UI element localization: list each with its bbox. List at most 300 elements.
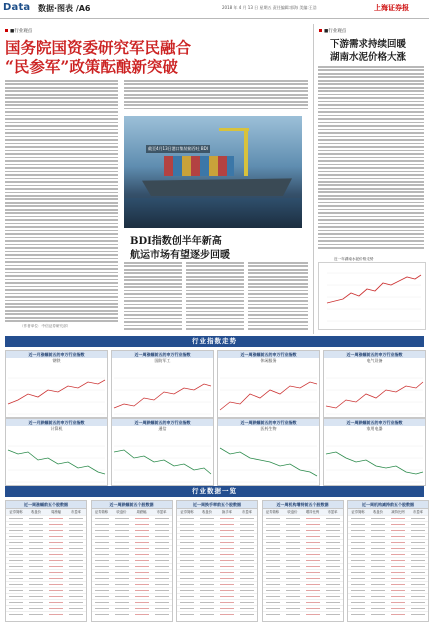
stock-table-cell	[180, 536, 194, 537]
photo-containers	[164, 156, 234, 176]
stock-table-cell	[29, 596, 43, 597]
stock-table-cell	[266, 608, 280, 609]
stock-table-cell	[266, 542, 280, 543]
stock-table-cell	[69, 548, 83, 549]
index-chart-heading: 近一周涨幅前五的申万行业指数	[324, 351, 425, 358]
stock-table-cell	[9, 572, 23, 573]
stock-table-header-row	[6, 509, 86, 515]
stock-table-cell	[351, 566, 365, 567]
stock-table-cell	[240, 548, 254, 549]
stock-table-cell	[266, 578, 280, 579]
index-chart-svg	[112, 364, 213, 416]
photo-caption: 截至4月13日港口集装箱吞吐 BDI	[148, 146, 208, 151]
stock-table-cell	[200, 602, 214, 603]
stock-table-cell	[95, 614, 109, 615]
stock-table-cell	[49, 542, 63, 543]
stock-table-cell	[95, 608, 109, 609]
photo-ship	[142, 174, 292, 196]
stock-table-cell	[220, 596, 234, 597]
index-chart-line	[114, 450, 211, 474]
stock-table	[262, 509, 344, 622]
stock-table-cell	[115, 554, 129, 555]
stock-table-cell	[49, 518, 63, 519]
stock-table-cell	[306, 572, 320, 573]
stock-table-cell	[220, 524, 234, 525]
stock-table-cell	[351, 554, 365, 555]
stock-table-cell	[49, 560, 63, 561]
stock-table-cell	[200, 530, 214, 531]
stock-table-cell	[220, 590, 234, 591]
stock-table	[176, 509, 258, 622]
stock-table-cell	[371, 530, 385, 531]
stock-table-column-header: 证券简称	[9, 510, 23, 514]
index-chart-heading: 近一周涨幅前五的申万行业指数	[218, 351, 319, 358]
stock-table-cell	[200, 584, 214, 585]
stock-table-cell	[29, 524, 43, 525]
index-chart-panel	[111, 350, 214, 418]
stock-table-cell	[9, 566, 23, 567]
stock-table-cell	[371, 578, 385, 579]
stock-table-header-row	[263, 509, 343, 515]
stock-table-cell	[200, 554, 214, 555]
stock-table-cell	[411, 536, 425, 537]
stock-table-cell	[180, 542, 194, 543]
index-chart-line	[8, 450, 105, 474]
stock-table-cell	[9, 584, 23, 585]
stock-table-cell	[95, 596, 109, 597]
stock-table-cell	[49, 554, 63, 555]
stock-table-cell	[391, 542, 405, 543]
stock-table-column-header: 收盘价	[373, 510, 383, 514]
stock-table-cell	[200, 608, 214, 609]
stock-table-cell	[9, 530, 23, 531]
stock-table-cell	[411, 554, 425, 555]
stock-table-cell	[180, 578, 194, 579]
stock-table-cell	[240, 542, 254, 543]
stock-table-cell	[200, 524, 214, 525]
stock-table-cell	[180, 590, 194, 591]
stock-table-cell	[391, 548, 405, 549]
stock-table-cell	[155, 542, 169, 543]
article3-headline-line1: 下游需求持续回暖	[330, 39, 407, 50]
stock-table-cell	[411, 602, 425, 603]
stock-table-cell	[49, 572, 63, 573]
tables-section-title: 行业数据一览	[192, 487, 237, 495]
stock-table-cell	[351, 578, 365, 579]
stock-table-cell	[69, 518, 83, 519]
stock-table-cell	[180, 560, 194, 561]
stock-table-cell	[220, 530, 234, 531]
stock-table-column-header: 周涨幅	[51, 510, 61, 514]
stock-table-column-header: 减持比例	[391, 510, 405, 514]
stock-table-cell	[240, 524, 254, 525]
stock-table-cell	[411, 596, 425, 597]
stock-table-cell	[306, 602, 320, 603]
stock-table-cell	[286, 542, 300, 543]
index-chart-line	[326, 382, 423, 408]
stock-table-cell	[115, 542, 129, 543]
stock-table-cell	[411, 548, 425, 549]
stock-table-cell	[266, 548, 280, 549]
stock-table-cell	[155, 530, 169, 531]
article2-headline-line2: 航运市场有望逐步回暖	[130, 250, 230, 261]
stock-table-cell	[371, 596, 385, 597]
stock-table-cell	[266, 584, 280, 585]
stock-table-cell	[69, 578, 83, 579]
stock-table-cell	[9, 608, 23, 609]
stock-table-cell	[180, 608, 194, 609]
stock-table-cell	[391, 536, 405, 537]
index-chart-name: 计算机	[50, 426, 63, 431]
stock-table-column-header: 市盈率	[327, 510, 338, 514]
index-chart-heading: 近一周跌幅前五的申万行业指数	[218, 419, 319, 426]
stock-table-cell	[135, 608, 149, 609]
stock-table-cell	[326, 584, 340, 585]
stock-table-column-header: 证券简称	[94, 510, 109, 514]
stock-table-cell	[326, 596, 340, 597]
stock-table-cell	[240, 530, 254, 531]
stock-table-cell	[49, 584, 63, 585]
stock-table-cell	[286, 578, 300, 579]
stock-table-cell	[306, 530, 320, 531]
cement-price-chart	[318, 262, 426, 330]
index-chart-panel	[111, 418, 214, 486]
stock-table-cell	[69, 554, 83, 555]
stock-table-cell	[391, 578, 405, 579]
stock-table-cell	[266, 560, 280, 561]
stock-table-cell	[286, 596, 300, 597]
issue-meta: 2018 年 4 月 13 日 星期五 责任编辑:郭海 美编:王浩	[222, 5, 317, 10]
stock-table-cell	[135, 584, 149, 585]
stock-table-cell	[351, 590, 365, 591]
index-chart-name: 钢铁	[52, 358, 61, 363]
stock-table-cell	[411, 608, 425, 609]
stock-table-column-header: 市盈率	[413, 510, 423, 514]
stock-table-cell	[69, 536, 83, 537]
stock-table-cell	[266, 530, 280, 531]
stock-table-cell	[286, 566, 300, 567]
stock-table-cell	[115, 608, 129, 609]
index-chart-svg	[218, 364, 319, 416]
stock-table-cell	[29, 584, 43, 585]
stock-table-cell	[49, 596, 63, 597]
stock-table-cell	[180, 596, 194, 597]
stock-table-cell	[29, 530, 43, 531]
stock-table-cell	[135, 548, 149, 549]
stock-table-row	[6, 611, 86, 617]
stock-table-cell	[180, 584, 194, 585]
stock-table-cell	[9, 614, 23, 615]
stock-table-row	[348, 611, 428, 617]
stock-table-cell	[306, 608, 320, 609]
stock-table-row	[92, 611, 172, 617]
stock-table-cell	[29, 542, 43, 543]
stock-table-cell	[266, 518, 280, 519]
index-chart-line	[220, 382, 317, 410]
stock-table-cell	[240, 554, 254, 555]
stock-table-cell	[286, 554, 300, 555]
stock-table-cell	[351, 548, 365, 549]
index-chart-panel	[217, 418, 320, 486]
stock-table-cell	[351, 536, 365, 537]
stock-table-heading: 近一周机构增持前五个股数据	[262, 500, 344, 509]
stock-table-cell	[371, 584, 385, 585]
stock-table-cell	[95, 560, 109, 561]
index-chart-svg	[6, 432, 107, 484]
stock-table-cell	[180, 554, 194, 555]
stock-table-cell	[29, 536, 43, 537]
newspaper-name: 上海证券报	[374, 3, 409, 12]
stock-table-cell	[29, 554, 43, 555]
stock-table-cell	[135, 518, 149, 519]
stock-table-cell	[115, 590, 129, 591]
stock-table-cell	[371, 554, 385, 555]
stock-table-column-header: 周跌幅	[136, 510, 147, 514]
stock-table-cell	[411, 572, 425, 573]
stock-table-cell	[9, 596, 23, 597]
stock-table-cell	[180, 614, 194, 615]
article1-body-col2	[124, 80, 308, 112]
stock-table-cell	[411, 584, 425, 585]
section-title: 数据·图表 /A6	[38, 4, 91, 13]
stock-table-cell	[29, 590, 43, 591]
stock-table-cell	[326, 572, 340, 573]
stock-table-cell	[351, 572, 365, 573]
index-chart-name: 电气设备	[366, 358, 383, 363]
stock-table-cell	[371, 536, 385, 537]
stock-table-cell	[155, 608, 169, 609]
stock-table-cell	[95, 518, 109, 519]
stock-table-cell	[411, 518, 425, 519]
index-chart-name: 国防军工	[154, 358, 171, 363]
stock-table-cell	[49, 608, 63, 609]
stock-table-cell	[306, 566, 320, 567]
stock-table-cell	[115, 530, 129, 531]
stock-table-cell	[29, 548, 43, 549]
stock-table-cell	[326, 524, 340, 525]
stock-table-cell	[180, 566, 194, 567]
index-chart-name: 家用电器	[366, 426, 383, 431]
stock-table-cell	[95, 554, 109, 555]
stock-table-cell	[286, 608, 300, 609]
stock-table-cell	[240, 560, 254, 561]
stock-table-cell	[240, 614, 254, 615]
stock-table-cell	[220, 566, 234, 567]
cement-chart-svg	[319, 263, 425, 329]
stock-table-cell	[69, 560, 83, 561]
stock-table-row	[263, 611, 343, 617]
stock-table-cell	[200, 548, 214, 549]
stock-table-cell	[220, 608, 234, 609]
stock-table-header-row	[92, 509, 172, 515]
stock-table-cell	[306, 554, 320, 555]
stock-table-cell	[220, 614, 234, 615]
stock-table-cell	[9, 548, 23, 549]
index-chart-panel	[217, 350, 320, 418]
stock-table-cell	[9, 560, 23, 561]
stock-table-cell	[240, 572, 254, 573]
stock-table-cell	[220, 518, 234, 519]
stock-table-cell	[9, 554, 23, 555]
index-chart-name: 休闲服务	[260, 358, 277, 363]
stock-table-cell	[286, 614, 300, 615]
stock-table-cell	[306, 590, 320, 591]
stock-table-cell	[200, 518, 214, 519]
stock-table-cell	[95, 536, 109, 537]
stock-table-cell	[155, 518, 169, 519]
stock-table-cell	[266, 554, 280, 555]
stock-table-cell	[69, 614, 83, 615]
stock-table-cell	[200, 596, 214, 597]
stock-table-cell	[95, 578, 109, 579]
stock-table-cell	[240, 518, 254, 519]
article2-body-col1	[124, 262, 182, 332]
index-chart-svg	[218, 432, 319, 484]
stock-table-cell	[69, 542, 83, 543]
stock-table-cell	[95, 572, 109, 573]
stock-table-cell	[351, 518, 365, 519]
stock-table-cell	[95, 584, 109, 585]
charts-section-bar	[5, 336, 424, 347]
stock-table-cell	[9, 578, 23, 579]
cement-chart-title: 近一年湖南水泥价格走势	[334, 257, 374, 261]
stock-table-cell	[411, 524, 425, 525]
stock-table-cell	[326, 554, 340, 555]
stock-table-cell	[220, 584, 234, 585]
stock-table-column-header: 收盘价	[287, 510, 298, 514]
stock-table-cell	[326, 614, 340, 615]
stock-table-cell	[351, 608, 365, 609]
stock-table-cell	[155, 590, 169, 591]
index-chart-name: 通信	[158, 426, 167, 431]
stock-table-cell	[220, 542, 234, 543]
index-chart-heading: 近一周涨幅前五的申万行业指数	[112, 351, 213, 358]
stock-table-cell	[49, 548, 63, 549]
stock-table-cell	[200, 566, 214, 567]
index-chart-panel	[323, 350, 426, 418]
stock-table-cell	[220, 602, 234, 603]
stock-table-cell	[326, 536, 340, 537]
stock-table-cell	[266, 614, 280, 615]
stock-table-cell	[95, 542, 109, 543]
stock-table-cell	[155, 596, 169, 597]
stock-table-cell	[266, 572, 280, 573]
stock-table-cell	[115, 584, 129, 585]
stock-table-cell	[180, 530, 194, 531]
stock-table-cell	[351, 602, 365, 603]
stock-table-cell	[286, 572, 300, 573]
stock-table-cell	[351, 542, 365, 543]
stock-table-cell	[371, 608, 385, 609]
stock-table-row	[177, 611, 257, 617]
stock-table-cell	[135, 524, 149, 525]
stock-table-cell	[115, 578, 129, 579]
stock-table-cell	[240, 596, 254, 597]
stock-table-cell	[371, 590, 385, 591]
stock-table-cell	[266, 566, 280, 567]
stock-table-cell	[135, 614, 149, 615]
stock-table-cell	[351, 614, 365, 615]
stock-table-cell	[155, 524, 169, 525]
stock-table-cell	[180, 518, 194, 519]
index-chart-panel	[5, 418, 108, 486]
stock-table-column-header: 增持比例	[305, 510, 320, 514]
port-photo	[124, 116, 302, 228]
stock-table-cell	[29, 560, 43, 561]
stock-table-cell	[200, 536, 214, 537]
index-chart-svg	[324, 364, 425, 416]
stock-table-cell	[69, 530, 83, 531]
stock-table	[5, 509, 87, 622]
stock-table-cell	[306, 548, 320, 549]
article3-headline-line2: 湖南水泥价格大涨	[330, 52, 407, 63]
data-logo: Data	[3, 2, 33, 14]
stock-table-cell	[180, 572, 194, 573]
stock-table-cell	[135, 596, 149, 597]
stock-table-cell	[306, 596, 320, 597]
stock-table-cell	[351, 584, 365, 585]
stock-table-column-header: 市盈率	[156, 510, 167, 514]
stock-table-column-header: 市盈率	[242, 510, 252, 514]
stock-table-cell	[240, 566, 254, 567]
stock-table-cell	[391, 602, 405, 603]
stock-table-cell	[135, 578, 149, 579]
stock-table-cell	[371, 542, 385, 543]
stock-table-cell	[49, 566, 63, 567]
stock-table-cell	[286, 524, 300, 525]
stock-table-cell	[135, 572, 149, 573]
stock-table-cell	[115, 548, 129, 549]
stock-table-cell	[286, 602, 300, 603]
stock-table-cell	[9, 518, 23, 519]
article2-body-col3	[248, 262, 308, 332]
stock-table-cell	[286, 560, 300, 561]
stock-table-cell	[115, 602, 129, 603]
stock-table-cell	[326, 608, 340, 609]
stock-table-cell	[326, 518, 340, 519]
stock-table-cell	[391, 584, 405, 585]
stock-table-cell	[200, 590, 214, 591]
stock-table-cell	[326, 602, 340, 603]
stock-table-cell	[69, 524, 83, 525]
stock-table-cell	[69, 602, 83, 603]
stock-table-cell	[306, 542, 320, 543]
stock-table-cell	[326, 590, 340, 591]
index-chart-heading: 近一月跌幅前五的申万行业指数	[6, 419, 107, 426]
stock-table-cell	[391, 566, 405, 567]
stock-table-cell	[115, 560, 129, 561]
stock-table-cell	[286, 548, 300, 549]
index-chart-svg	[6, 364, 107, 416]
stock-table-cell	[29, 572, 43, 573]
index-chart-line	[8, 380, 105, 404]
stock-table-cell	[115, 596, 129, 597]
stock-table-cell	[115, 524, 129, 525]
stock-table-cell	[220, 554, 234, 555]
index-chart-svg	[112, 432, 213, 484]
stock-table-cell	[391, 554, 405, 555]
stock-table-cell	[200, 572, 214, 573]
stock-table-cell	[266, 536, 280, 537]
stock-table-cell	[135, 590, 149, 591]
photo-water	[124, 198, 302, 228]
stock-table-cell	[49, 524, 63, 525]
stock-table-cell	[95, 524, 109, 525]
stock-table-column-header: 换手率	[222, 510, 232, 514]
stock-table-column-header: 证券简称	[180, 510, 194, 514]
stock-table-cell	[135, 566, 149, 567]
stock-table-cell	[135, 536, 149, 537]
